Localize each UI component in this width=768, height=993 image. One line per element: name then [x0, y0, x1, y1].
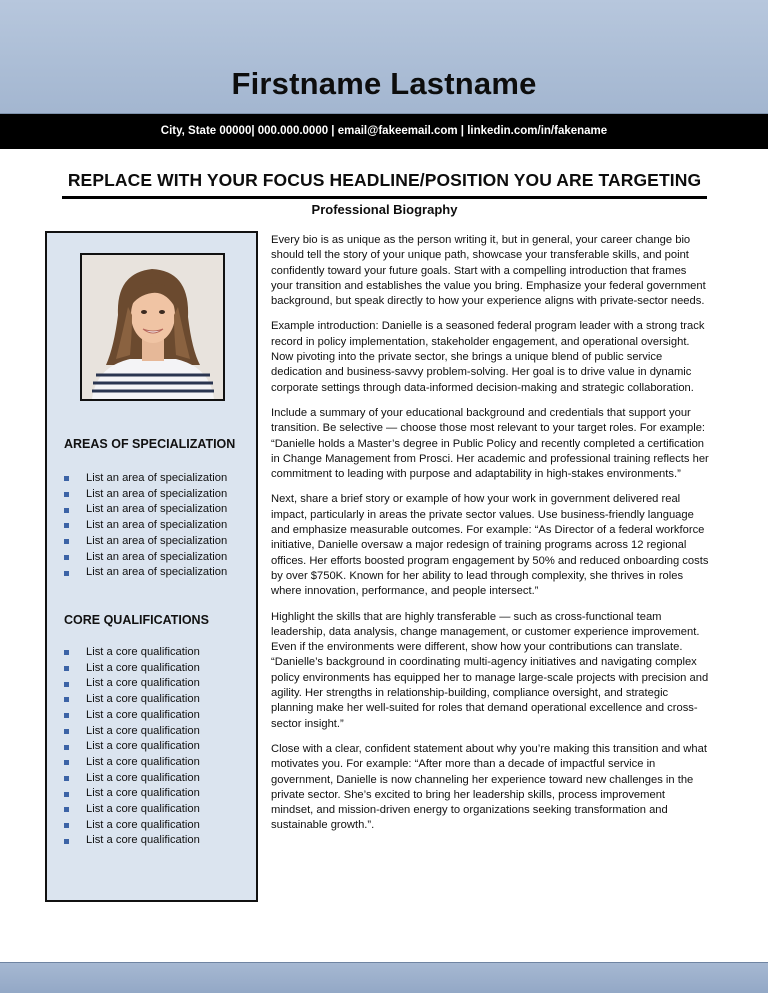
specialization-heading: AREAS OF SPECIALIZATION: [64, 437, 236, 451]
specialization-list: [64, 471, 227, 581]
list-item: List an area of specialization: [64, 502, 227, 518]
bullet-icon: [64, 571, 69, 576]
list-item: List a core qualification: [64, 724, 200, 740]
list-item: List a core qualification: [64, 661, 200, 677]
bullet-icon: [64, 776, 69, 781]
contact-bar: City, State 00000| 000.000.0000 | email@fakeemail.com | linkedin.com/in/fakename: [0, 114, 768, 149]
section-subheadline: Professional Biography: [311, 202, 458, 217]
bullet-icon: [64, 792, 69, 797]
bullet-icon: [64, 666, 69, 671]
bullet-icon: [64, 508, 69, 513]
biography-body: [271, 233, 709, 844]
bullet-icon: [64, 697, 69, 702]
bullet-icon: [64, 492, 69, 497]
list-item: List an area of specialization: [64, 471, 227, 487]
bullet-icon: [64, 555, 69, 560]
bullet-icon: [64, 523, 69, 528]
bio-paragraph: Example introduction: Danielle is a seasoned federal program leader with a strong track record in policy implementation, stakeholder engagement, and operational oversight. Now pivoting into the private sector, she brings a unique blend of public service dedication and business-savvy problem-solving. Her goal is to drive value in dynamic corporate settings through data-informed decision-making and strategic collaboration.: [271, 320, 705, 394]
bio-paragraph: Include a summary of your educational background and credentials that support your transition. Be selective — choose those most relevant to your target roles. For example: “Danielle holds a Master’s degree in Public Policy and recently completed a certification in Change Management from Prosci. Her academic and professional training reflects her commitment to leading with purpose and adaptability in high-stakes environments.”: [271, 406, 709, 481]
bio-paragraph: Highlight the skills that are highly transferable — such as cross-functional team leadership, data analysis, change management, or customer experience improvement. Even if the environments were different, show how your contributions can translate. “Danielle’s background in coordinating multi-agency initiatives and navigating complex policy environments has equipped her to manage large-scale projects with precision and agility. Her strengths in relationship-building, compliance oversight, and strategic planning make her well-suited for roles that demand operational excellence and cross-sector insight.”: [271, 610, 709, 730]
bio-paragraph: Next, share a brief story or example of how your work in government delivered real impact, particularly in areas the private sector values. Use business-friendly language and emphasize measurable outcomes. For example: “As Director of a federal workforce initiative, Danielle oversaw a major redesign of training programs across 12 regional offices. Her efforts boosted program engagement by 50% and reduced onboarding costs by over $750K. Known for her ability to lead through complexity, she thrives in roles where innovation, performance, and people intersect.”: [271, 493, 709, 598]
list-item: List a core qualification: [64, 786, 200, 802]
bio-paragraph: Close with a clear, confident statement about why you’re making this transition and what motivates you. For example: “After more than a decade of impactful service in government, Danielle is now channeling her experience toward new challenges in the private sector. She’s excited to bring her leadership skills, process improvement mindset, and mission-driven energy to organizations seeking transformation and sustainable growth.”.: [271, 742, 707, 832]
candidate-name: Firstname Lastname: [231, 66, 537, 101]
list-item: List an area of specialization: [64, 518, 227, 534]
list-item: List an area of specialization: [64, 534, 227, 550]
focus-headline: REPLACE WITH YOUR FOCUS HEADLINE/POSITION YOU ARE TARGETING: [62, 170, 707, 199]
list-item: List a core qualification: [64, 833, 200, 849]
bullet-icon: [64, 807, 69, 812]
bullet-icon: [64, 539, 69, 544]
list-item: List a core qualification: [64, 692, 200, 708]
bullet-icon: [64, 713, 69, 718]
sidebar-panel: [45, 231, 258, 902]
list-item: List a core qualification: [64, 802, 200, 818]
bullet-icon: [64, 729, 69, 734]
qualifications-list: [64, 645, 200, 849]
bullet-icon: [64, 682, 69, 687]
list-item: List a core qualification: [64, 645, 200, 661]
bio-paragraph: Every bio is as unique as the person writing it, but in general, your career change bio should tell the story of your unique path, showcase your transferable skills, and point confidently toward your future goals. Start with a compelling introduction that frames your transition and establishes the value you bring. Emphasize your federal government background, but speak directly to how your experience aligns with private-sector needs.: [271, 234, 706, 308]
list-item: List a core qualification: [64, 739, 200, 755]
list-item: List an area of specialization: [64, 487, 227, 503]
qualifications-heading: CORE QUALIFICATIONS: [64, 613, 209, 627]
list-item: List a core qualification: [64, 818, 200, 834]
bullet-icon: [64, 839, 69, 844]
bullet-icon: [64, 476, 69, 481]
list-item: List an area of specialization: [64, 565, 227, 581]
bullet-icon: [64, 823, 69, 828]
list-item: List a core qualification: [64, 771, 200, 787]
portrait-photo: [80, 253, 225, 401]
bullet-icon: [64, 745, 69, 750]
list-item: List a core qualification: [64, 676, 200, 692]
list-item: List a core qualification: [64, 708, 200, 724]
portrait-photo-icon: [82, 255, 223, 399]
list-item: List a core qualification: [64, 755, 200, 771]
footer-band: [0, 962, 768, 993]
list-item: List an area of specialization: [64, 550, 227, 566]
bullet-icon: [64, 650, 69, 655]
bullet-icon: [64, 760, 69, 765]
